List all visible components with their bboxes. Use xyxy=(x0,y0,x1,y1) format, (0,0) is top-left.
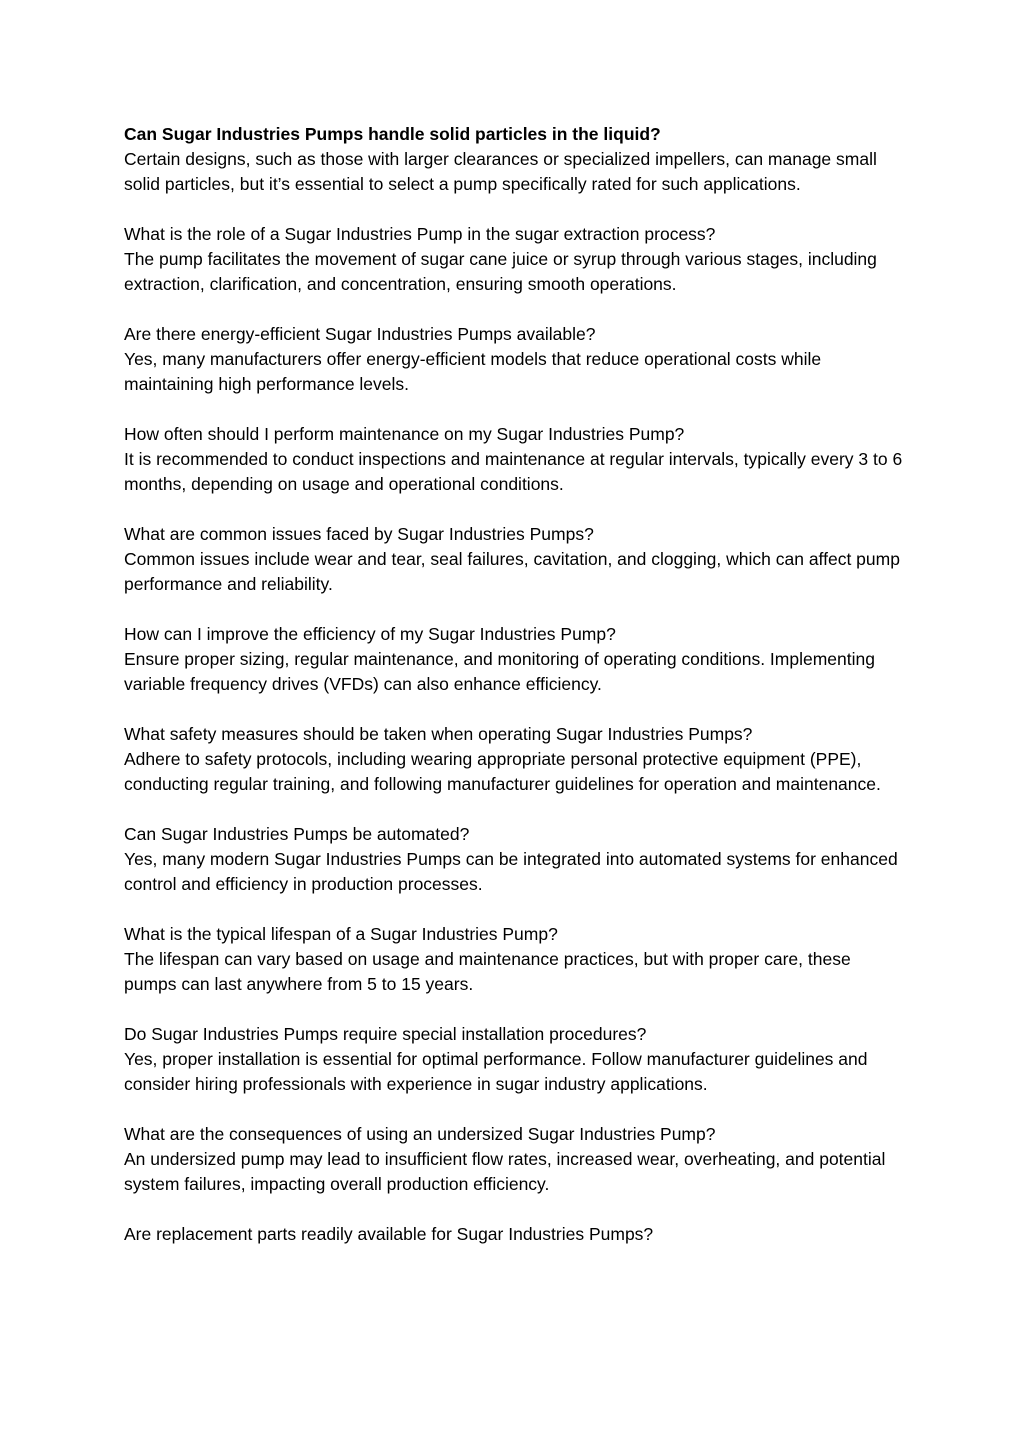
faq-question: What is the role of a Sugar Industries Pump in the sugar extraction process? xyxy=(124,224,716,244)
faq-answer: Adhere to safety protocols, including wearing appropriate personal protective equipment (PPE), conducting regular training, and following manufacturer guidelines for operation and maintenance. xyxy=(124,749,881,794)
faq-answer: Certain designs, such as those with larger clearances or specialized impellers, can manage small solid particles, but it’s essential to select a pump specifically rated for such applications. xyxy=(124,149,877,194)
faq-question: What safety measures should be taken when operating Sugar Industries Pumps? xyxy=(124,724,753,744)
faq-answer: The pump facilitates the movement of sugar cane juice or syrup through various stages, including extraction, clarification, and concentration, ensuring smooth operations. xyxy=(124,249,877,294)
faq-answer: The lifespan can vary based on usage and maintenance practices, but with proper care, these pumps can last anywhere from 5 to 15 years. xyxy=(124,949,851,994)
faq-item xyxy=(124,222,904,297)
faq-item xyxy=(124,422,904,497)
faq-item xyxy=(124,722,904,797)
faq-item xyxy=(124,122,904,197)
faq-question: Can Sugar Industries Pumps be automated? xyxy=(124,824,470,844)
faq-item xyxy=(124,322,904,397)
faq-answer: Yes, many manufacturers offer energy-efficient models that reduce operational costs while maintaining high performance levels. xyxy=(124,349,822,394)
faq-question: How often should I perform maintenance on my Sugar Industries Pump? xyxy=(124,424,685,444)
faq-item xyxy=(124,922,904,997)
faq-item xyxy=(124,622,904,697)
faq-item xyxy=(124,1122,904,1197)
faq-answer: Common issues include wear and tear, seal failures, cavitation, and clogging, which can affect pump performance and reliability. xyxy=(124,549,900,594)
faq-item xyxy=(124,1022,904,1097)
faq-question: Can Sugar Industries Pumps handle solid particles in the liquid? xyxy=(124,124,661,144)
faq-answer: It is recommended to conduct inspections and maintenance at regular intervals, typically every 3 to 6 months, depending on usage and operational conditions. xyxy=(124,449,903,494)
faq-question: What are common issues faced by Sugar Industries Pumps? xyxy=(124,524,594,544)
faq-question: Are there energy-efficient Sugar Industries Pumps available? xyxy=(124,324,596,344)
faq-question: Do Sugar Industries Pumps require special installation procedures? xyxy=(124,1024,647,1044)
faq-answer: Yes, proper installation is essential for optimal performance. Follow manufacturer guidelines and consider hiring professionals with experience in sugar industry applications. xyxy=(124,1049,868,1094)
faq-question: How can I improve the efficiency of my Sugar Industries Pump? xyxy=(124,624,616,644)
faq-answer: Ensure proper sizing, regular maintenance, and monitoring of operating conditions. Implementing variable frequency drives (VFDs) can also enhance efficiency. xyxy=(124,649,875,694)
document-page xyxy=(124,122,904,1272)
faq-item xyxy=(124,822,904,897)
faq-question: What are the consequences of using an undersized Sugar Industries Pump? xyxy=(124,1124,716,1144)
faq-answer: Yes, many modern Sugar Industries Pumps can be integrated into automated systems for enhanced control and efficiency in production processes. xyxy=(124,849,898,894)
faq-item xyxy=(124,1222,904,1247)
faq-question: Are replacement parts readily available for Sugar Industries Pumps? xyxy=(124,1224,654,1244)
faq-item xyxy=(124,522,904,597)
faq-question: What is the typical lifespan of a Sugar Industries Pump? xyxy=(124,924,558,944)
faq-answer: An undersized pump may lead to insufficient flow rates, increased wear, overheating, and potential system failures, impacting overall production efficiency. xyxy=(124,1149,886,1194)
